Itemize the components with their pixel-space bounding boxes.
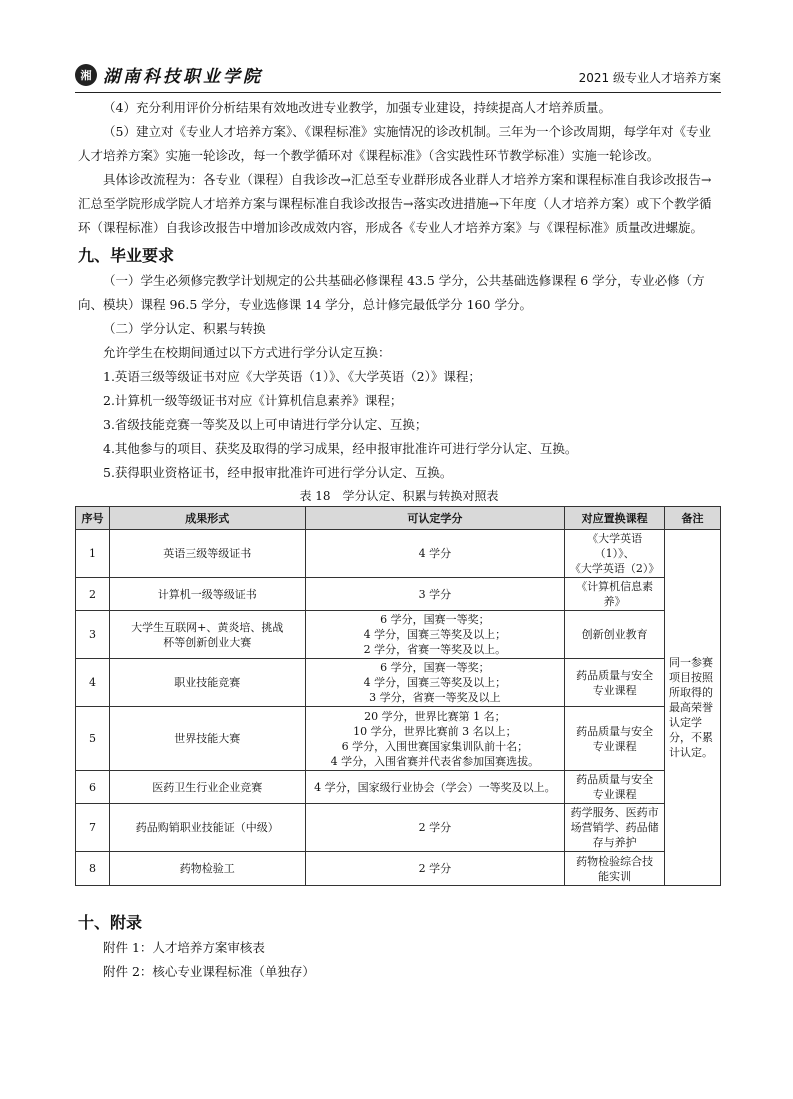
table-cell: 《计算机信息素 养》 [565, 578, 665, 611]
table-cell: 药品质量与安全 专业课程 [565, 659, 665, 707]
table-cell: 20 学分，世界比赛第 1 名； 10 学分，世界比赛前 3 名以上； 6 学分，入围世赛国家集训队前十名； 4 学分，入围省赛并代表省参加国赛选拔。 [305, 707, 565, 771]
school-emblem-icon: 湘 [75, 64, 97, 86]
column-header: 序号 [76, 507, 110, 530]
table-cell: 6 学分，国赛一等奖； 4 学分，国赛三等奖及以上； 3 学分，省赛一等奖及以上 [305, 659, 565, 707]
section-heading-graduation: 九、毕业要求 [78, 246, 175, 265]
table-cell: 3 学分 [305, 578, 565, 611]
table-cell: 6 学分，国赛一等奖； 4 学分，国赛三等奖及以上； 2 学分，省赛一等奖及以上。 [305, 611, 565, 659]
table-cell: 8 [76, 852, 110, 886]
credit-table [75, 506, 721, 886]
table-cell: 大学生互联网+、黄炎培、挑战 杯等创新创业大赛 [109, 611, 305, 659]
table-row [76, 659, 721, 707]
table-cell: 药品质量与安全 专业课程 [565, 771, 665, 804]
paragraph: （5）建立对《专业人才培养方案》、《课程标准》实施情况的诊改机制。三年为一个诊改周期，每学年对《专业人才培养方案》实施一轮诊改，每一个教学循环对《课程标准》（含实践性环节教学标准）实施一轮诊改。 [78, 124, 711, 163]
section-heading-appendix: 十、附录 [78, 913, 143, 932]
appendix-item: 附件 2：核心专业课程标准（单独存） [103, 964, 315, 979]
table-cell: 计算机一级等级证书 [109, 578, 305, 611]
paragraph: （4）充分利用评价分析结果有效地改进专业教学，加强专业建设，持续提高人才培养质量。 [103, 100, 611, 115]
table-cell: 英语三级等级证书 [109, 530, 305, 578]
paragraph: 允许学生在校期间通过以下方式进行学分认定互换： [103, 345, 391, 360]
table-cell: 2 学分 [305, 804, 565, 852]
remarks-cell: 同一参赛项目按照所取得的最高荣誉认定学分，不累计认定。 [665, 530, 721, 886]
school-logo [75, 62, 263, 87]
table-cell: 4 学分 [305, 530, 565, 578]
list-item: 3.省级技能竞赛一等奖及以上可申请进行学分认定、互换； [103, 417, 428, 432]
list-item: 2.计算机一级等级证书对应《计算机信息素养》课程； [103, 393, 403, 408]
table-cell: 药物检验工 [109, 852, 305, 886]
table-cell: 药品质量与安全 专业课程 [565, 707, 665, 771]
school-name: 湖南科技职业学院 [103, 67, 263, 87]
paragraph: （一）学生必须修完教学计划规定的公共基础必修课程 43.5 学分，公共基础选修课程 6 学分，专业必修（方向、模块）课程 96.5 学分，专业选修课 14 学分，总计修完最低学分 160 学分。 [78, 273, 705, 312]
table-cell: 7 [76, 804, 110, 852]
table-cell: 药物检验综合技 能实训 [565, 852, 665, 886]
table-row [76, 707, 721, 771]
column-header: 可认定学分 [305, 507, 565, 530]
table-cell: 医药卫生行业企业竞赛 [109, 771, 305, 804]
page-header [75, 62, 721, 93]
list-item: 1.英语三级等级证书对应《大学英语（1）》、《大学英语（2）》课程； [103, 369, 481, 384]
table-cell: 3 [76, 611, 110, 659]
page-content [78, 96, 720, 984]
table-row [76, 804, 721, 852]
table-header-row [76, 507, 721, 530]
table-cell: 2 学分 [305, 852, 565, 886]
table-cell: 创新创业教育 [565, 611, 665, 659]
column-header: 备注 [665, 507, 721, 530]
table-row [76, 578, 721, 611]
table-cell: 药品购销职业技能证（中级） [109, 804, 305, 852]
table-row [76, 771, 721, 804]
paragraph: （二）学分认定、积累与转换 [103, 321, 266, 336]
table-cell: 药学服务、医药市 场营销学、药品储 存与养护 [565, 804, 665, 852]
table-cell: 世界技能大赛 [109, 707, 305, 771]
table-cell: 《大学英语（1）》、 《大学英语（2）》 [565, 530, 665, 578]
table-cell: 4 [76, 659, 110, 707]
table-cell: 4 学分，国家级行业协会（学会）一等奖及以上。 [305, 771, 565, 804]
table-cell: 2 [76, 578, 110, 611]
paragraph: 具体诊改流程为：各专业（课程）自我诊改→汇总至专业群形成各业群人才培养方案和课程标准自我诊改报告→汇总至学院形成学院人才培养方案与课程标准自我诊改报告→落实改进措施→下年度（人才培养方案）或下个教学循环（课程标准）自我诊改报告中增加诊改成效内容，形成各《专业人才培养方案》与《课程标准》质量改进螺旋。 [78, 172, 712, 235]
list-item: 4.其他参与的项目、获奖及取得的学习成果，经申报审批准许可进行学分认定、互换。 [103, 441, 578, 456]
table-row [76, 852, 721, 886]
appendix-item: 附件 1：人才培养方案审核表 [103, 940, 265, 955]
table-row [76, 611, 721, 659]
list-item: 5.获得职业资格证书，经申报审批准许可进行学分认定、互换。 [103, 465, 453, 480]
column-header: 成果形式 [109, 507, 305, 530]
table-cell: 5 [76, 707, 110, 771]
table-cell: 1 [76, 530, 110, 578]
table-caption: 表 18 学分认定、积累与转换对照表 [299, 489, 499, 503]
table-cell: 职业技能竞赛 [109, 659, 305, 707]
column-header: 对应置换课程 [565, 507, 665, 530]
document-title: 2021 级专业人才培养方案 [578, 71, 721, 85]
table-row [76, 530, 721, 578]
table-cell: 6 [76, 771, 110, 804]
